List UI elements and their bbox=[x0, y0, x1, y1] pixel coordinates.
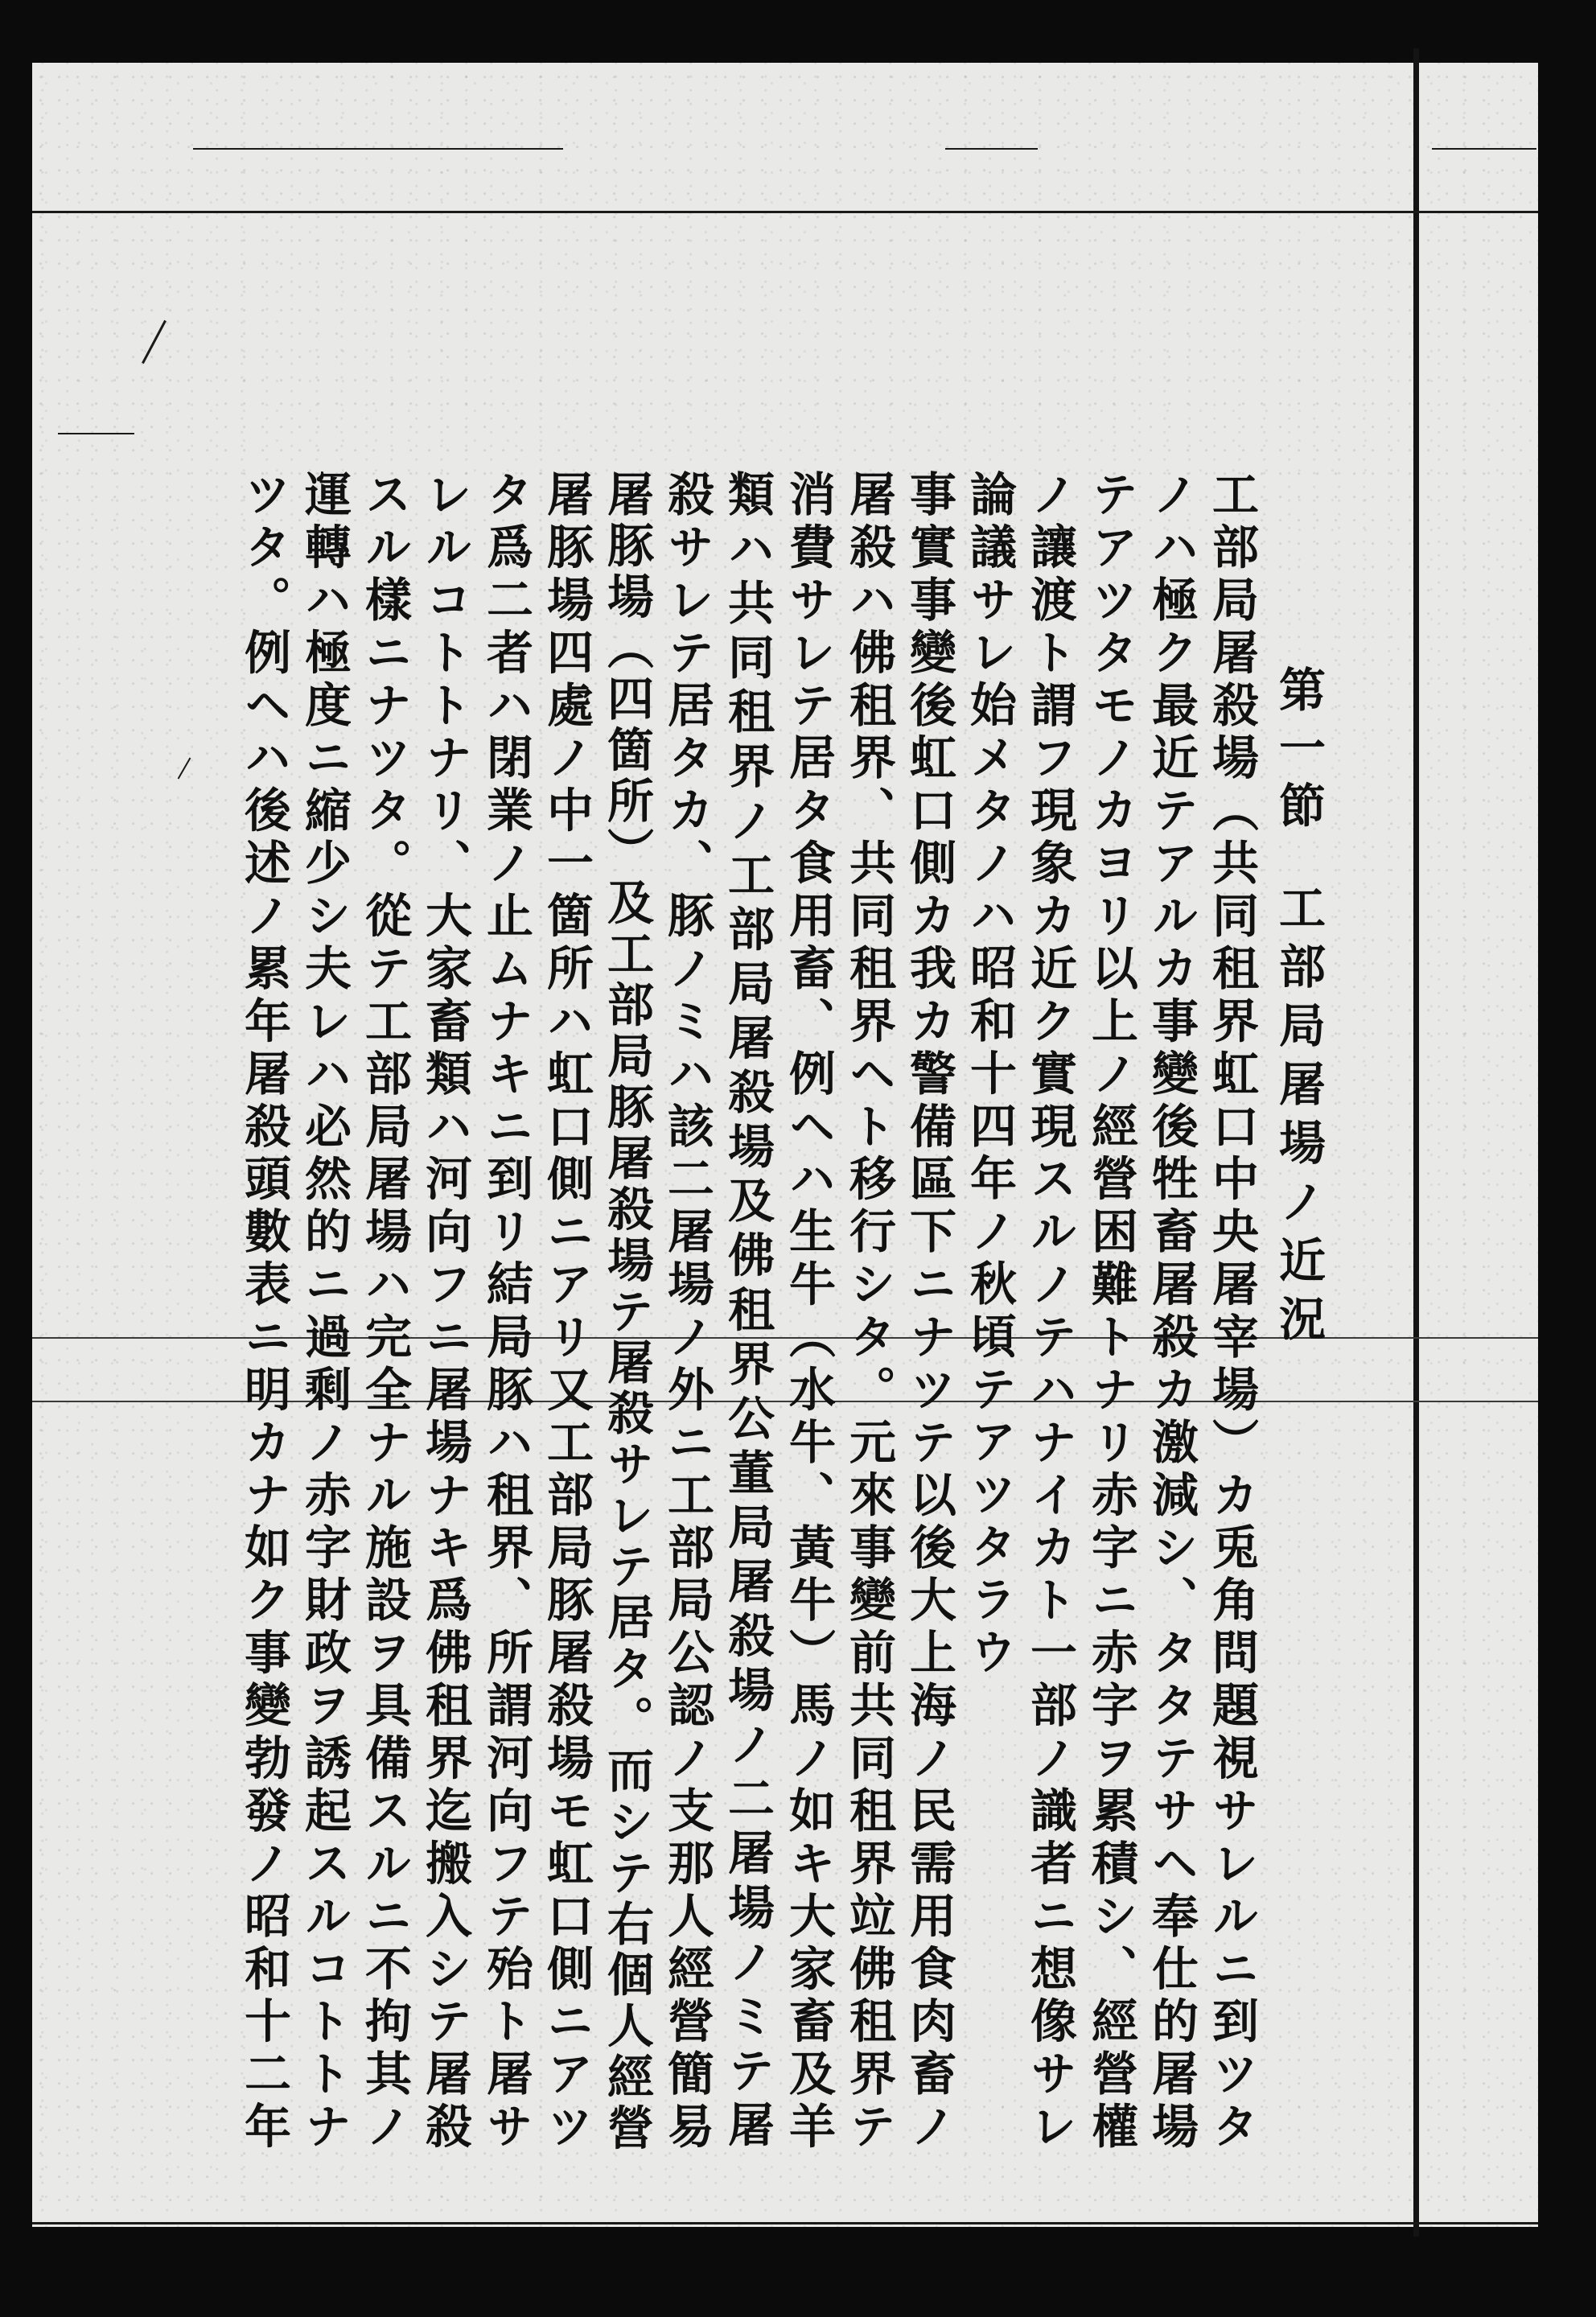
text-column-paragraph-end: 論議サレ始メタノハ昭和十四年ノ秋頃テアツタラウ bbox=[962, 470, 1017, 1681]
text-column: ノハ極ク最近テアルカ事變後牲畜屠殺カ激減シ、タタテサヘ奉仕的屠場 bbox=[1144, 470, 1199, 2154]
text-column: ツタ。例ヘハ後述ノ累年屠殺頭數表ニ明カナ如ク事變勃發ノ昭和十二年 bbox=[237, 470, 291, 2154]
header-rule-segment bbox=[945, 148, 1038, 150]
section-number: 第一節 bbox=[1271, 665, 1326, 839]
text-column: 工部局屠殺場（共同租界虹口中央屠宰場）カ兎角問題視サレルニ到ツタ bbox=[1204, 470, 1259, 2154]
header-rule-segment bbox=[1432, 148, 1536, 150]
header-rule bbox=[32, 211, 1538, 213]
stray-mark bbox=[58, 433, 134, 434]
header-rule-segment bbox=[193, 148, 563, 150]
stray-mark bbox=[178, 758, 191, 780]
text-column: 殺サレテ居タカ、豚ノミハ該二屠場ノ外ニ工部局公認ノ支那人經營簡易 bbox=[660, 470, 714, 2154]
section-heading: 工部局屠場ノ近況 bbox=[1271, 883, 1326, 1353]
scan-border-top bbox=[0, 0, 1596, 63]
text-column: 消費サレテ居タ食用畜、例ヘハ生牛（水牛、黃牛）馬ノ如キ大家畜及羊 bbox=[781, 470, 836, 2154]
scan-border-left bbox=[0, 0, 32, 2317]
stray-mark bbox=[142, 320, 167, 364]
scan-border-right bbox=[1538, 0, 1596, 2317]
margin-vertical-rule bbox=[1413, 48, 1419, 2237]
text-column: 事實事變後虹口側カ我カ警備區下ニナツテ以後大上海ノ民需用食肉畜ノ bbox=[902, 470, 956, 2154]
scan-border-bottom bbox=[0, 2227, 1596, 2317]
text-column: テアツタモノカヨリ以上ノ經營困難トナリ赤字ニ赤字ヲ累積シ、經營權 bbox=[1084, 470, 1138, 2154]
text-column: ノ讓渡ト謂フ現象カ近ク實現スルノテハナイカト一部ノ識者ニ想像サレ bbox=[1022, 470, 1077, 2154]
text-column: 類ハ共同租界ノ工部局屠殺場及佛租界公董局屠殺場ノ二屠場ノミテ屠 bbox=[720, 470, 775, 2154]
text-column: 屠豚場（四箇所）及工部局豚屠殺場テ屠殺サレテ居タ。而シテ右個人經營 bbox=[599, 470, 654, 2154]
text-column: スル樣ニナツタ。從テ工部局屠場ハ完全ナル施設ヲ具備スルニ不拘其ノ bbox=[357, 470, 412, 2154]
footer-rule bbox=[32, 2222, 1538, 2224]
text-column: レルコトトナリ、大家畜類ハ河向フニ屠場ナキ爲佛租界迄搬入シテ屠殺 bbox=[418, 470, 472, 2154]
text-column: 屠殺ハ佛租界、共同租界ヘト移行シタ。元來事變前共同租界竝佛租界テ bbox=[841, 470, 896, 2154]
text-column: 屠豚場四處ノ中一箇所ハ虹口側ニアリ又工部局豚屠殺場モ虹口側ニアツ bbox=[539, 470, 594, 2154]
text-column: 運轉ハ極度ニ縮少シ夫レハ必然的ニ過剩ノ赤字財政ヲ誘起スルコトトナ bbox=[297, 470, 352, 2154]
text-column: タ爲二者ハ閉業ノ止ムナキニ到リ結局豚ハ租界、所謂河向フテ殆ト屠サ bbox=[479, 470, 533, 2154]
